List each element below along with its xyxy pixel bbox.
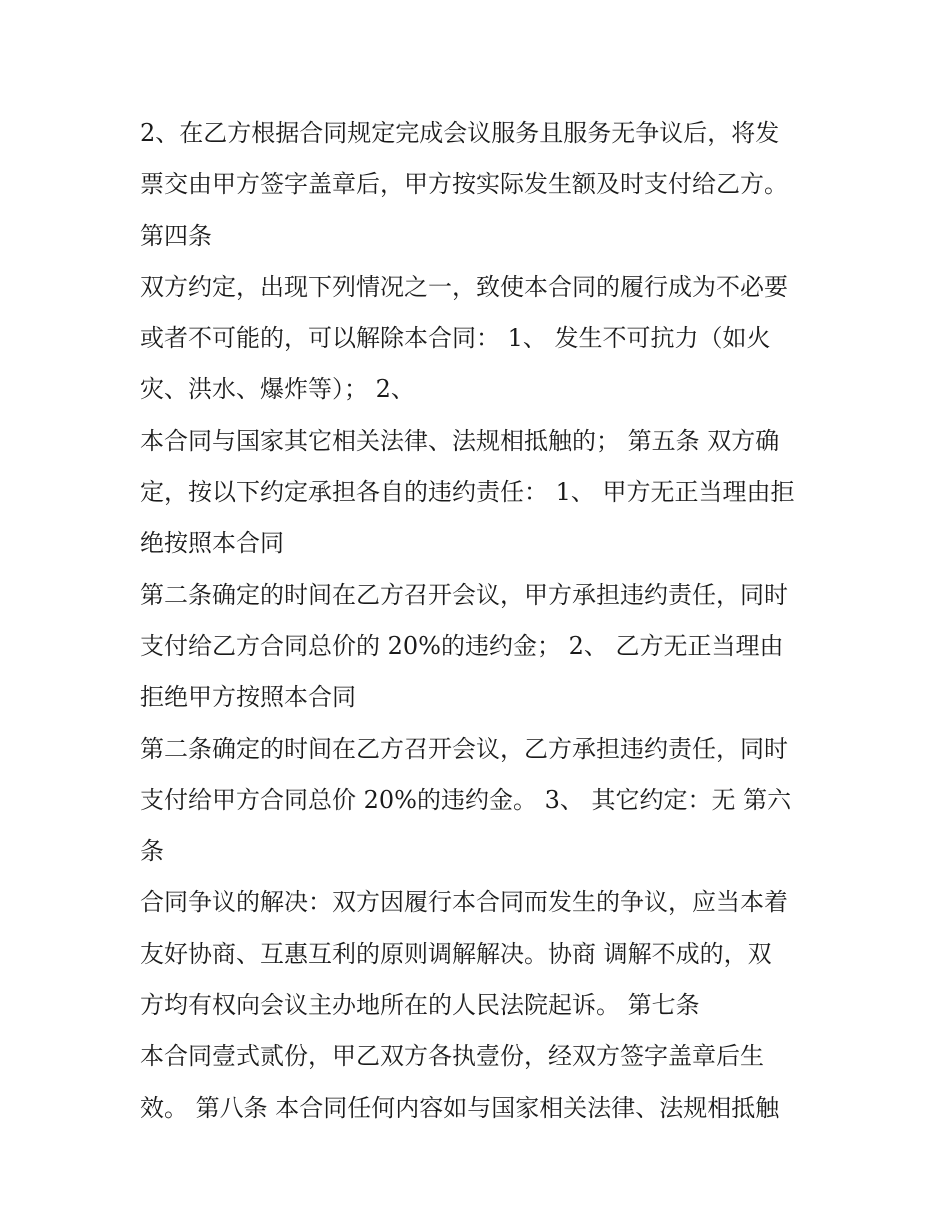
text-line: 条: [140, 837, 164, 866]
text-line: 本合同与国家其它相关法律、法规相抵触的； 第五条 双方确: [140, 426, 780, 455]
text-line: 第二条确定的时间在乙方召开会议，甲方承担违约责任，同时: [140, 580, 788, 609]
text-line: 支付给乙方合同总价的 20%的违约金； 2、 乙方无正当理由: [140, 631, 784, 660]
text-line: 拒绝甲方按照本合同: [140, 683, 356, 712]
text-line: 支付给甲方合同总价 20%的违约金。 3、 其它约定：无 第六: [140, 785, 792, 814]
text-line: 本合同壹式贰份，甲乙双方各执壹份，经双方签字盖章后生: [140, 1042, 764, 1071]
text-line: 合同争议的解决：双方因履行本合同而发生的争议，应当本着: [140, 888, 788, 917]
text-line: 第二条确定的时间在乙方召开会议，乙方承担违约责任，同时: [140, 734, 788, 763]
text-line: 票交由甲方签字盖章后，甲方按实际发生额及时支付给乙方。: [140, 170, 788, 199]
text-line: 灾、洪水、爆炸等）； 2、: [140, 375, 415, 404]
text-line: 友好协商、互惠互利的原则调解解决。协商 调解不成的，双: [140, 939, 772, 968]
text-line: 方均有权向会议主办地所在的人民法院起诉。 第七条: [140, 991, 700, 1020]
text-line: 绝按照本合同: [140, 529, 284, 558]
text-line: 或者不可能的，可以解除本合同： 1、 发生不可抗力（如火: [140, 324, 771, 353]
text-line: 定，按以下约定承担各自的违约责任： 1、 甲方无正当理由拒: [140, 478, 795, 507]
text-line: 效。 第八条 本合同任何内容如与国家相关法律、法规相抵触: [140, 1093, 780, 1122]
text-line: 第四条: [140, 221, 212, 250]
text-line: 双方约定，出现下列情况之一，致使本合同的履行成为不必要: [140, 272, 788, 301]
text-line: 2、在乙方根据合同规定完成会议服务且服务无争议后，将发: [140, 119, 780, 147]
contract-text-body: [140, 108, 820, 1134]
